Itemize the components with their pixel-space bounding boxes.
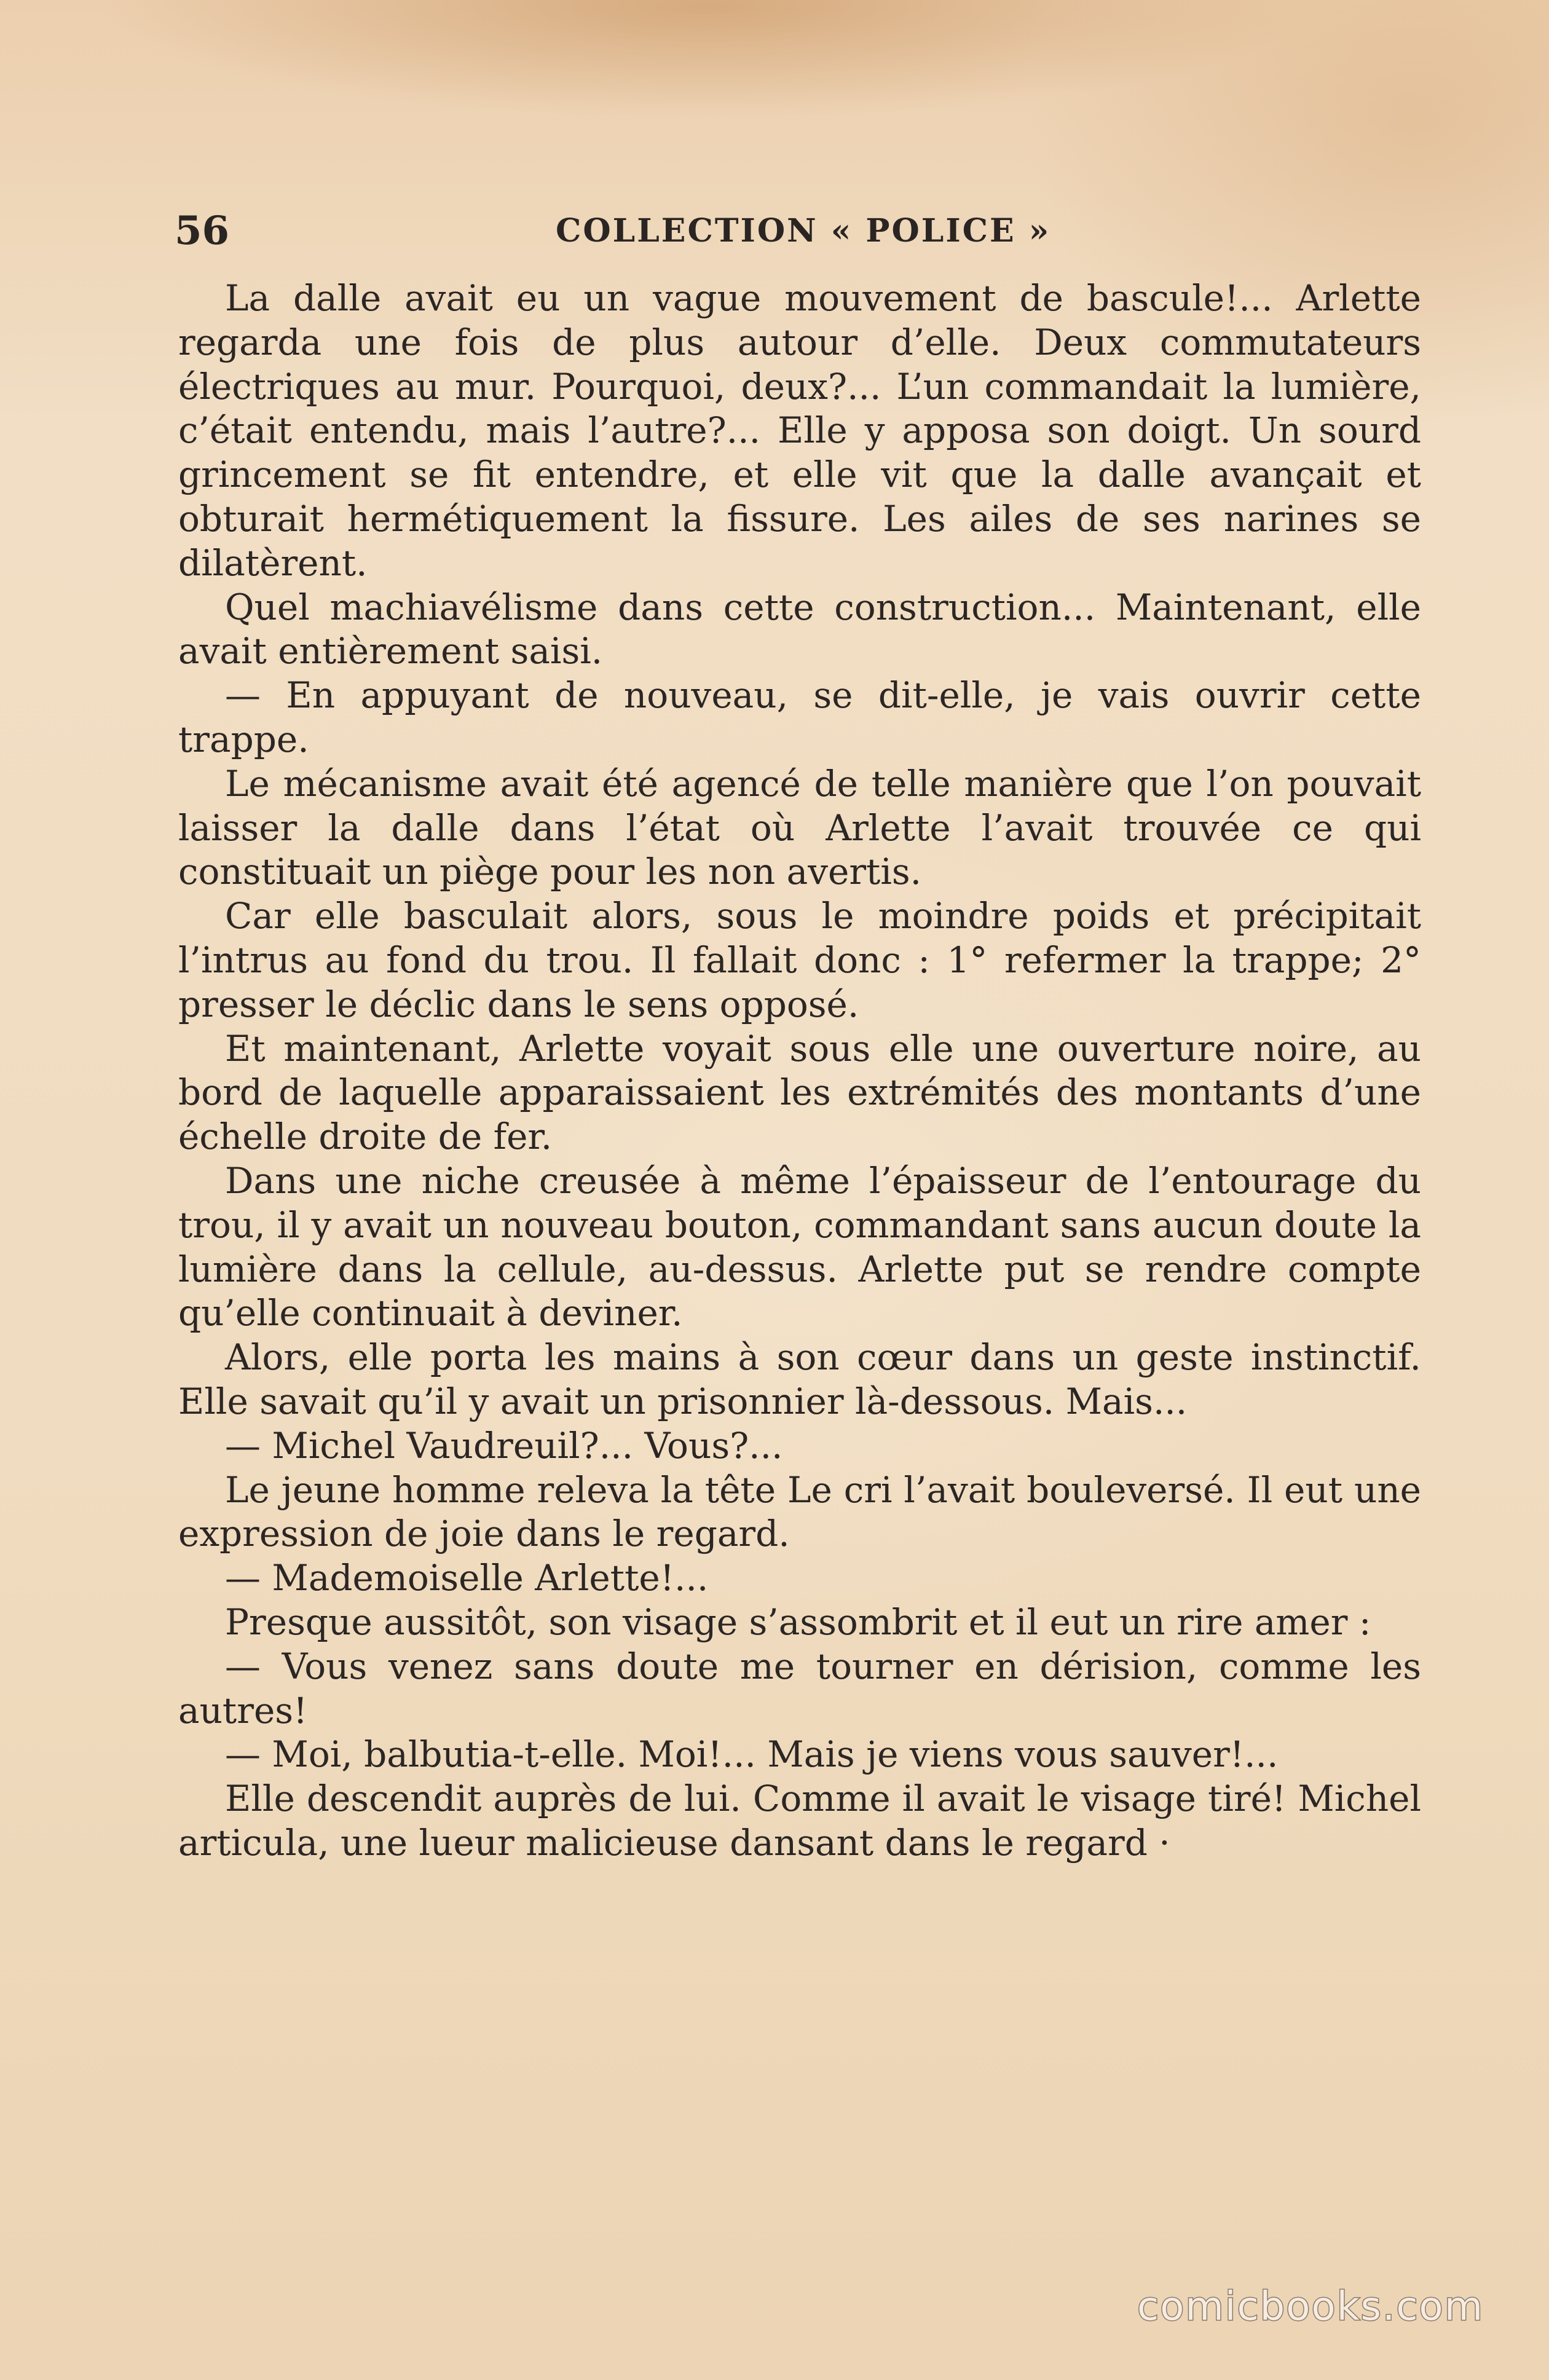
page-header bbox=[175, 202, 1416, 261]
paragraph: Alors, elle porta les mains à son cœur dans un geste instinctif. Elle savait qu’il y avait un prisonnier là-dessous. Mais... bbox=[178, 1336, 1421, 1422]
paragraph: Presque aussitôt, son visage s’assombrit et il eut un rire amer : bbox=[225, 1601, 1371, 1643]
paragraph: — Moi, balbutia-t-elle. Moi!... Mais je viens vous sauver!... bbox=[225, 1733, 1279, 1776]
paragraph: Le mécanisme avait été agencé de telle manière que l’on pouvait laisser la dalle dans l’état où Arlette l’avait trouvée ce qui constituait un piège pour les non avertis. bbox=[178, 762, 1421, 893]
paragraph: Quel machiavélisme dans cette construction... Maintenant, elle avait entièrement saisi. bbox=[178, 586, 1421, 672]
paragraph: Elle descendit auprès de lui. Comme il avait le visage tiré! Michel articula, une lueur malicieuse dansant dans le regard · bbox=[178, 1778, 1421, 1864]
paragraph: Car elle basculait alors, sous le moindre poids et précipitait l’intrus au fond du trou. Il fallait donc : 1° refermer la trappe; 2° presser le déclic dans le sens opposé. bbox=[178, 895, 1421, 1025]
paragraph: — Vous venez sans doute me tourner en dérision, comme les autres! bbox=[178, 1645, 1421, 1732]
paragraph: Le jeune homme releva la tête Le cri l’avait bouleversé. Il eut une expression de joie dans le regard. bbox=[178, 1468, 1421, 1555]
paragraph: Dans une niche creusée à même l’épaisseur de l’entourage du trou, il y avait un nouveau bouton, commandant sans aucun doute la lumière dans la cellule, au-dessus. Arlette put se rendre compte qu’elle continuait à deviner. bbox=[178, 1159, 1421, 1334]
watermark: comicbooks.com bbox=[1137, 2284, 1484, 2330]
body-text bbox=[178, 277, 1421, 1866]
paragraph: Et maintenant, Arlette voyait sous elle une ouverture noire, au bord de laquelle apparaissaient les extrémités des montants d’une échelle droite de fer. bbox=[178, 1027, 1421, 1158]
paragraph: — Michel Vaudreuil?... Vous?... bbox=[225, 1424, 783, 1467]
paragraph: La dalle avait eu un vague mouvement de bascule!... Arlette regarda une fois de plus autour d’elle. Deux commutateurs électriques au mur. Pourquoi, deux?... L’un commandait la lumière, c’était entendu, mais l’autre?... Elle y apposa son doigt. Un sourd grincement se fit entendre, et elle vit que la dalle avançait et obturait hermétiquement la fissure. Les ailes de ses narines se dilatèrent. bbox=[178, 277, 1421, 584]
running-head: COLLECTION « POLICE » bbox=[556, 212, 1051, 250]
paragraph: — En appuyant de nouveau, se dit-elle, je vais ouvrir cette trappe. bbox=[178, 674, 1421, 760]
paragraph: — Mademoiselle Arlette!... bbox=[225, 1557, 709, 1599]
page-number: 56 bbox=[175, 208, 230, 254]
